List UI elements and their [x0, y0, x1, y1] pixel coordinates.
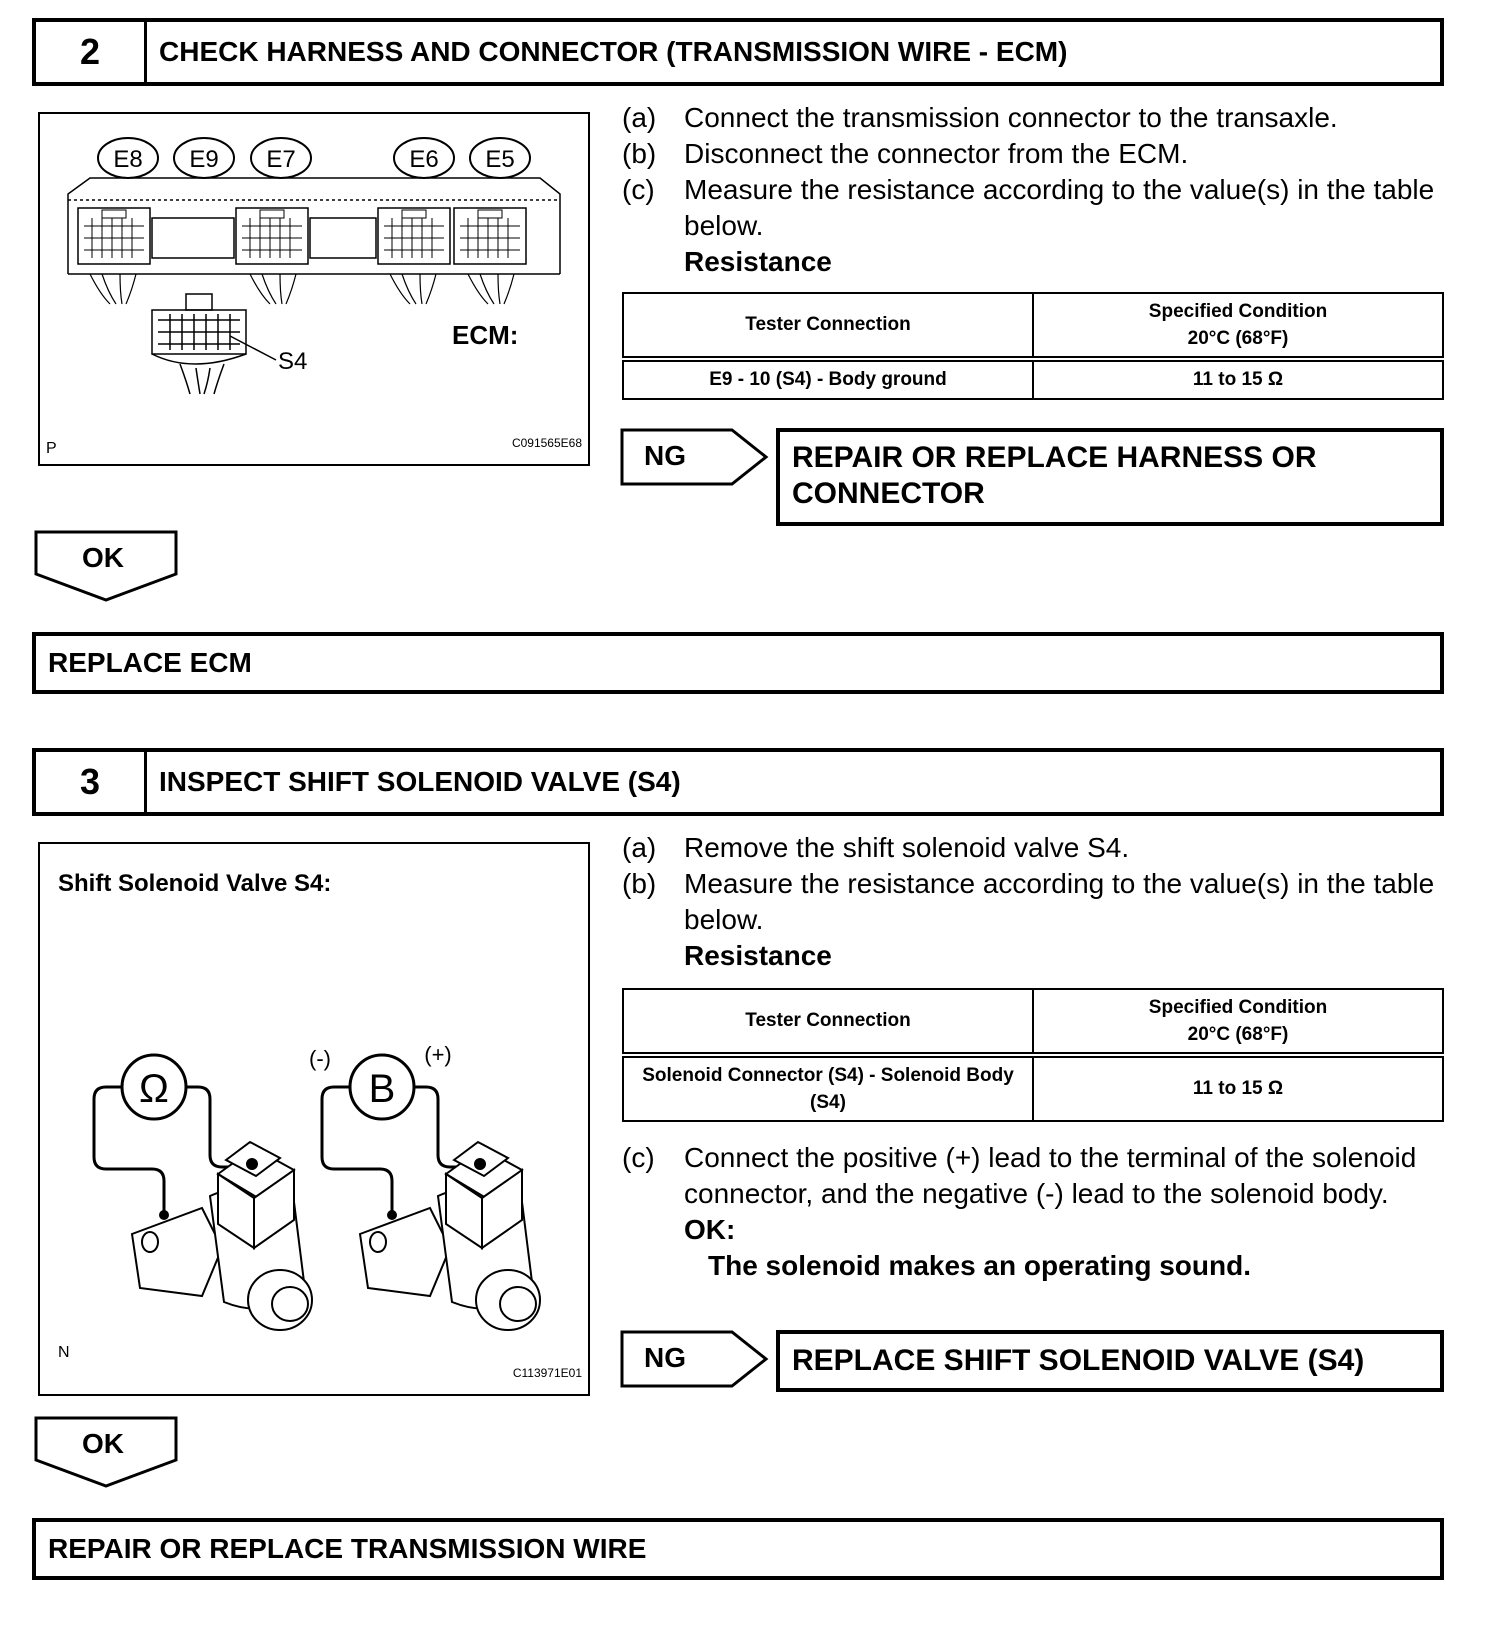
step-3-instruction-c: (c) Connect the positive (+) lead to the terminal of the solenoid connector, and the negative (-) lead to the solenoid body. OK: The solenoid makes an operating sound. — [622, 1140, 1444, 1284]
repair-transmission-wire-box — [32, 1518, 1444, 1580]
connector-label-e9: E9 — [189, 146, 219, 173]
ng-result-text: REPLACE SHIFT SOLENOID VALVE (S4) — [792, 1344, 1365, 1377]
table-header-condition: Specified Condition 20°C (68°F) — [1033, 989, 1443, 1055]
repair-transmission-wire-text: REPAIR OR REPLACE TRANSMISSION WIRE — [48, 1533, 647, 1564]
figure-code: C113971E01 — [512, 1366, 582, 1380]
ng-result-box — [776, 1330, 1444, 1392]
instruction-a: (a) Remove the shift solenoid valve S4. — [622, 832, 1130, 863]
step-3-instructions — [622, 830, 1444, 974]
connector-label-e7: E7 — [266, 146, 296, 173]
step-3-header — [32, 748, 1444, 816]
instruction-b: (b) Measure the resistance according to the value(s) in the table below. — [622, 868, 1435, 935]
connector-label-e8: E8 — [113, 146, 143, 173]
step-2-instructions — [622, 100, 1444, 280]
plus-label: (+) — [424, 1042, 452, 1067]
table-row: Solenoid Connector (S4) - Solenoid Body (S4) 11 to 15 Ω — [623, 1055, 1443, 1121]
ok-label: OK — [82, 1428, 124, 1459]
solenoid-figure-caption: Shift Solenoid Valve S4: — [58, 870, 332, 897]
step-2-title: CHECK HARNESS AND CONNECTOR (TRANSMISSION WIRE - ECM) — [159, 36, 1068, 67]
resistance-subheading: Resistance — [684, 940, 832, 971]
ng-result-text: REPAIR OR REPLACE HARNESS OR CONNECTOR — [792, 441, 1317, 510]
ok-spec-text: The solenoid makes an operating sound. — [708, 1250, 1251, 1281]
ecm-connector-diagram — [40, 114, 588, 464]
instruction-a: (a) Connect the transmission connector to the transaxle. — [622, 102, 1338, 133]
connector-label-e5: E5 — [485, 146, 515, 173]
table-header-tester: Tester Connection — [623, 989, 1033, 1055]
ng-arrow — [620, 1330, 770, 1388]
instruction-b: (b) Disconnect the connector from the ECM. — [622, 138, 1189, 169]
figure-code: C091565E68 — [511, 436, 582, 450]
step-3-number: 3 — [36, 752, 147, 812]
table-header-condition: Specified Condition 20°C (68°F) — [1033, 293, 1443, 359]
ok-label: OK — [82, 542, 124, 573]
ng-arrow — [620, 428, 770, 486]
s4-terminal-label: S4 — [278, 348, 308, 375]
ecm-connector-figure — [38, 112, 590, 466]
step-3-resistance-table — [622, 988, 1444, 1122]
replace-ecm-text: REPLACE ECM — [48, 647, 252, 678]
battery-symbol: B — [368, 1067, 396, 1111]
figure-corner-letter: P — [46, 440, 57, 457]
ecm-label: ECM: — [452, 320, 519, 350]
connector-label-e6: E6 — [409, 146, 439, 173]
ohm-symbol: Ω — [139, 1067, 169, 1111]
table-header-tester: Tester Connection — [623, 293, 1033, 359]
solenoid-figure — [38, 842, 590, 1396]
instruction-c: (c) Measure the resistance according to the value(s) in the table below. — [622, 174, 1435, 241]
step-2-resistance-table — [622, 292, 1444, 400]
step-2-header — [32, 18, 1444, 86]
replace-ecm-box — [32, 632, 1444, 694]
minus-label: (-) — [309, 1046, 331, 1071]
table-row: E9 - 10 (S4) - Body ground 11 to 15 Ω — [623, 359, 1443, 399]
step-2-number: 2 — [36, 22, 147, 82]
ng-result-box — [776, 428, 1444, 526]
solenoid-diagram — [40, 844, 588, 1394]
ok-spec-label: OK: — [684, 1214, 736, 1245]
step-3-title: INSPECT SHIFT SOLENOID VALVE (S4) — [159, 766, 681, 797]
resistance-subheading: Resistance — [684, 246, 832, 277]
figure-corner-letter: N — [58, 1344, 70, 1361]
ng-label: NG — [644, 1342, 686, 1373]
ng-label: NG — [644, 440, 686, 471]
